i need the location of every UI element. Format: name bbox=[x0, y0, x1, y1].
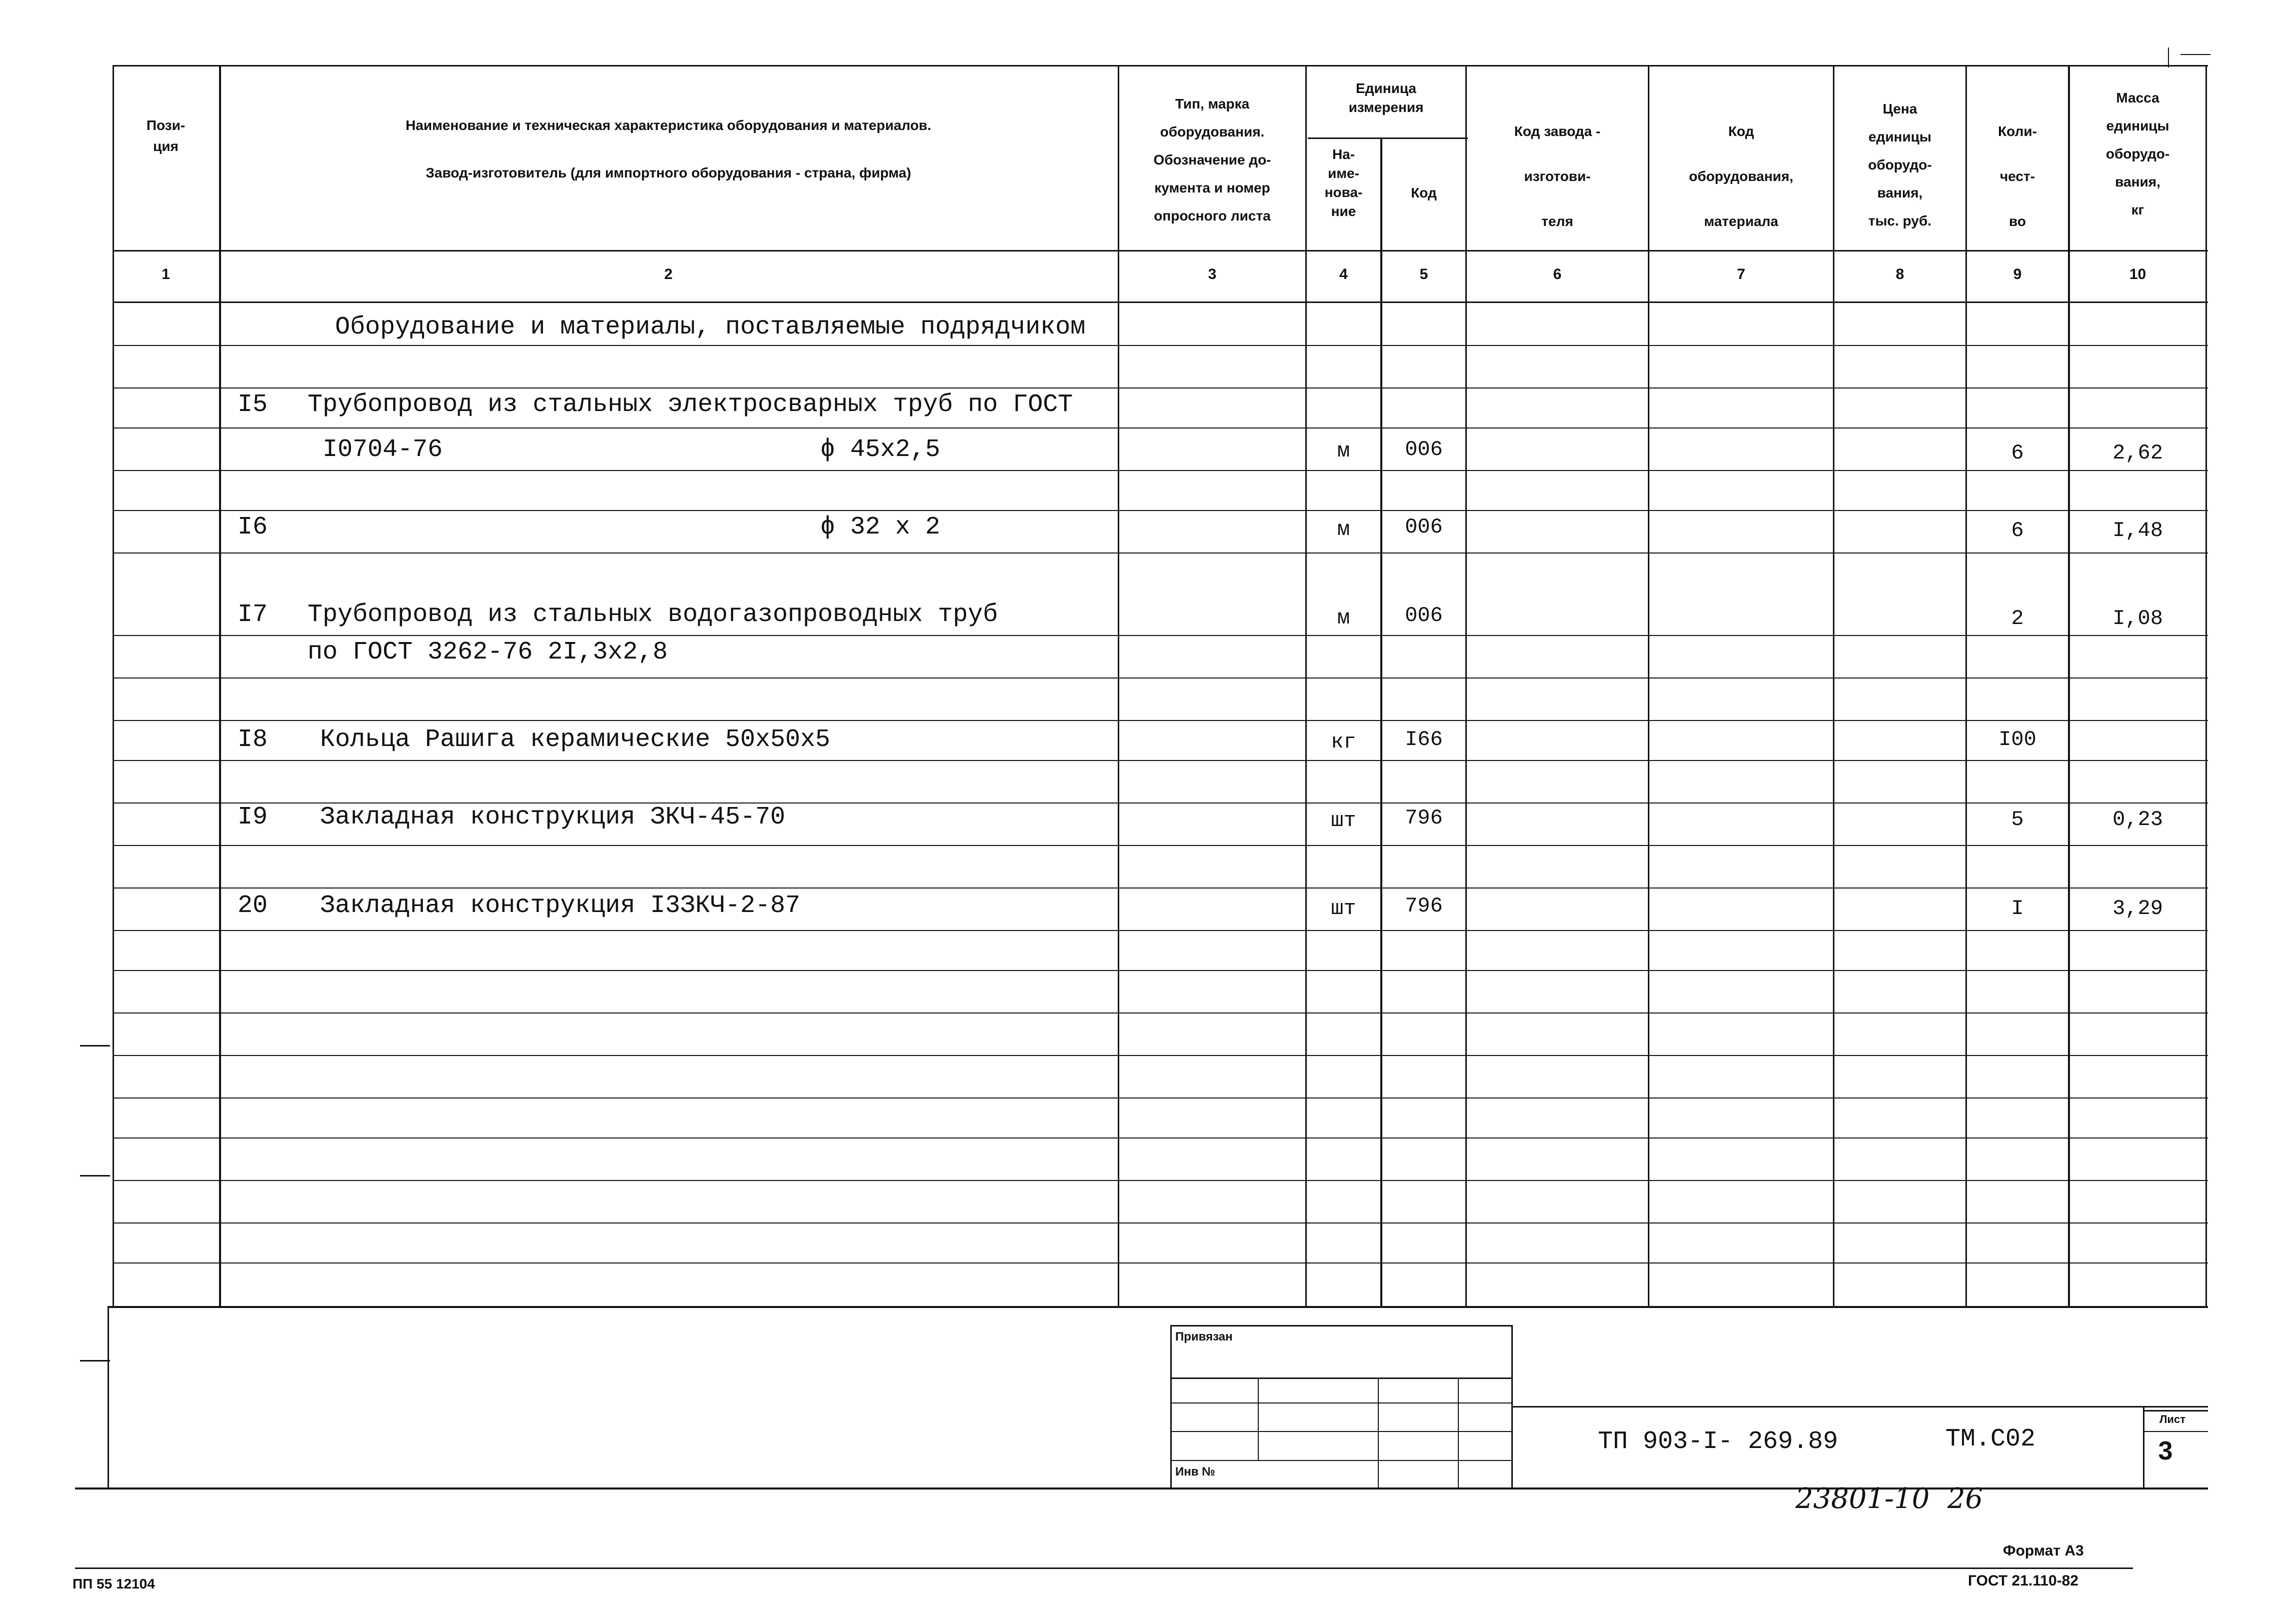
stamp-inventory-label: Инв № bbox=[1175, 1465, 1215, 1478]
header-price: Цена единицы оборудо- вания, тыс. руб. bbox=[1868, 101, 1932, 228]
col-number-6: 6 bbox=[1553, 266, 1562, 282]
row-name: I0704-76 bbox=[323, 436, 443, 464]
row-mass: 0,23 bbox=[2112, 808, 2163, 832]
row-code: 006 bbox=[1405, 604, 1443, 628]
row-position: I7 bbox=[238, 600, 268, 629]
section-title: Оборудование и материалы, поставляемые подрядчиком bbox=[335, 313, 1086, 342]
row-code: 796 bbox=[1405, 806, 1443, 830]
header-equipment-code: Код оборудования, материала bbox=[1689, 124, 1793, 229]
row-quantity: 6 bbox=[2011, 518, 2024, 542]
col-number-5: 5 bbox=[1419, 266, 1428, 282]
row-name: Трубопровод из стальных водогазопроводных труб bbox=[308, 600, 998, 629]
row-unit: м bbox=[1337, 439, 1350, 463]
row-position: 20 bbox=[238, 892, 268, 920]
sheet-code: ТМ.С02 bbox=[1945, 1425, 2036, 1454]
header-unit-code: Код bbox=[1411, 185, 1437, 200]
row-code: 796 bbox=[1405, 894, 1443, 918]
row-position: I5 bbox=[238, 390, 268, 419]
header-type: Тип, марка оборудования. Обозначение до- кумента и номер опросного листа bbox=[1153, 96, 1271, 224]
row-code: 006 bbox=[1405, 515, 1443, 539]
header-position: Пози- ция bbox=[146, 118, 186, 154]
row-code: I66 bbox=[1405, 728, 1443, 752]
col-number-4: 4 bbox=[1339, 266, 1348, 282]
header-quantity: Коли- чест- во bbox=[1998, 124, 2037, 229]
row-unit: шт bbox=[1331, 808, 1356, 832]
header-name-line2: Завод-изготовитель (для импортного оборудования - страна, фирма) bbox=[426, 165, 911, 180]
row-unit: м bbox=[1337, 518, 1350, 542]
row-quantity: I bbox=[2011, 896, 2024, 920]
row-position: I8 bbox=[238, 726, 268, 754]
row-unit: м bbox=[1337, 606, 1350, 630]
row-name: Кольца Рашига керамические 50х50х5 bbox=[320, 726, 831, 754]
print-code: ПП 55 12104 bbox=[73, 1576, 155, 1592]
sheet-label: Лист bbox=[2159, 1413, 2185, 1426]
row-mass: 2,62 bbox=[2112, 441, 2163, 465]
row-name: Закладная конструкция I3ЗКЧ-2-87 bbox=[320, 892, 801, 920]
header-name-line1: Наименование и техническая характеристика оборудования и материалов. bbox=[405, 118, 932, 133]
row-code: 006 bbox=[1405, 438, 1443, 462]
format-label: Формат А3 bbox=[2003, 1542, 2084, 1559]
header-plant-code: Код завода - изготови- теля bbox=[1514, 124, 1601, 229]
row-mass: 3,29 bbox=[2112, 896, 2163, 920]
header-mass: Масса единицы оборудо- вания, кг bbox=[2105, 90, 2170, 218]
row-unit: кг bbox=[1331, 730, 1356, 754]
row-name: Трубопровод из стальных электросварных труб по ГОСТ bbox=[308, 390, 1073, 419]
col-number-2: 2 bbox=[664, 266, 673, 282]
row-quantity: 2 bbox=[2011, 606, 2024, 630]
row-name: по ГОСТ 3262-76 2I,3х2,8 bbox=[308, 638, 668, 666]
col-number-1: 1 bbox=[162, 266, 170, 282]
stamp-tied-label: Привязан bbox=[1175, 1330, 1233, 1344]
row-name: Закладная конструкция ЗКЧ-45-70 bbox=[320, 803, 786, 832]
col-number-10: 10 bbox=[2129, 266, 2146, 282]
row-spec: ϕ 32 х 2 bbox=[820, 513, 941, 542]
handwritten-number: 23801-10 26 bbox=[1795, 1482, 1983, 1515]
col-number-3: 3 bbox=[1208, 266, 1217, 282]
row-position: I6 bbox=[238, 513, 268, 542]
row-mass: I,48 bbox=[2112, 518, 2163, 542]
header-unit-group: Единица измерения bbox=[1348, 80, 1424, 115]
sheet-number: 3 bbox=[2158, 1436, 2173, 1466]
gost-label: ГОСТ 21.110-82 bbox=[1968, 1572, 2078, 1589]
header-unit-name: На- име- нова- ние bbox=[1324, 146, 1363, 219]
row-quantity: I00 bbox=[1998, 728, 2036, 752]
col-number-9: 9 bbox=[2013, 266, 2022, 282]
row-mass: I,08 bbox=[2112, 606, 2163, 630]
col-number-7: 7 bbox=[1737, 266, 1745, 282]
row-quantity: 5 bbox=[2011, 808, 2024, 832]
row-spec: ϕ 45х2,5 bbox=[820, 436, 941, 464]
row-quantity: 6 bbox=[2011, 441, 2024, 465]
col-number-8: 8 bbox=[1895, 266, 1904, 282]
row-position: I9 bbox=[238, 803, 268, 832]
document-code: ТП 903-I- 269.89 bbox=[1598, 1428, 1838, 1456]
row-unit: шт bbox=[1331, 896, 1356, 920]
